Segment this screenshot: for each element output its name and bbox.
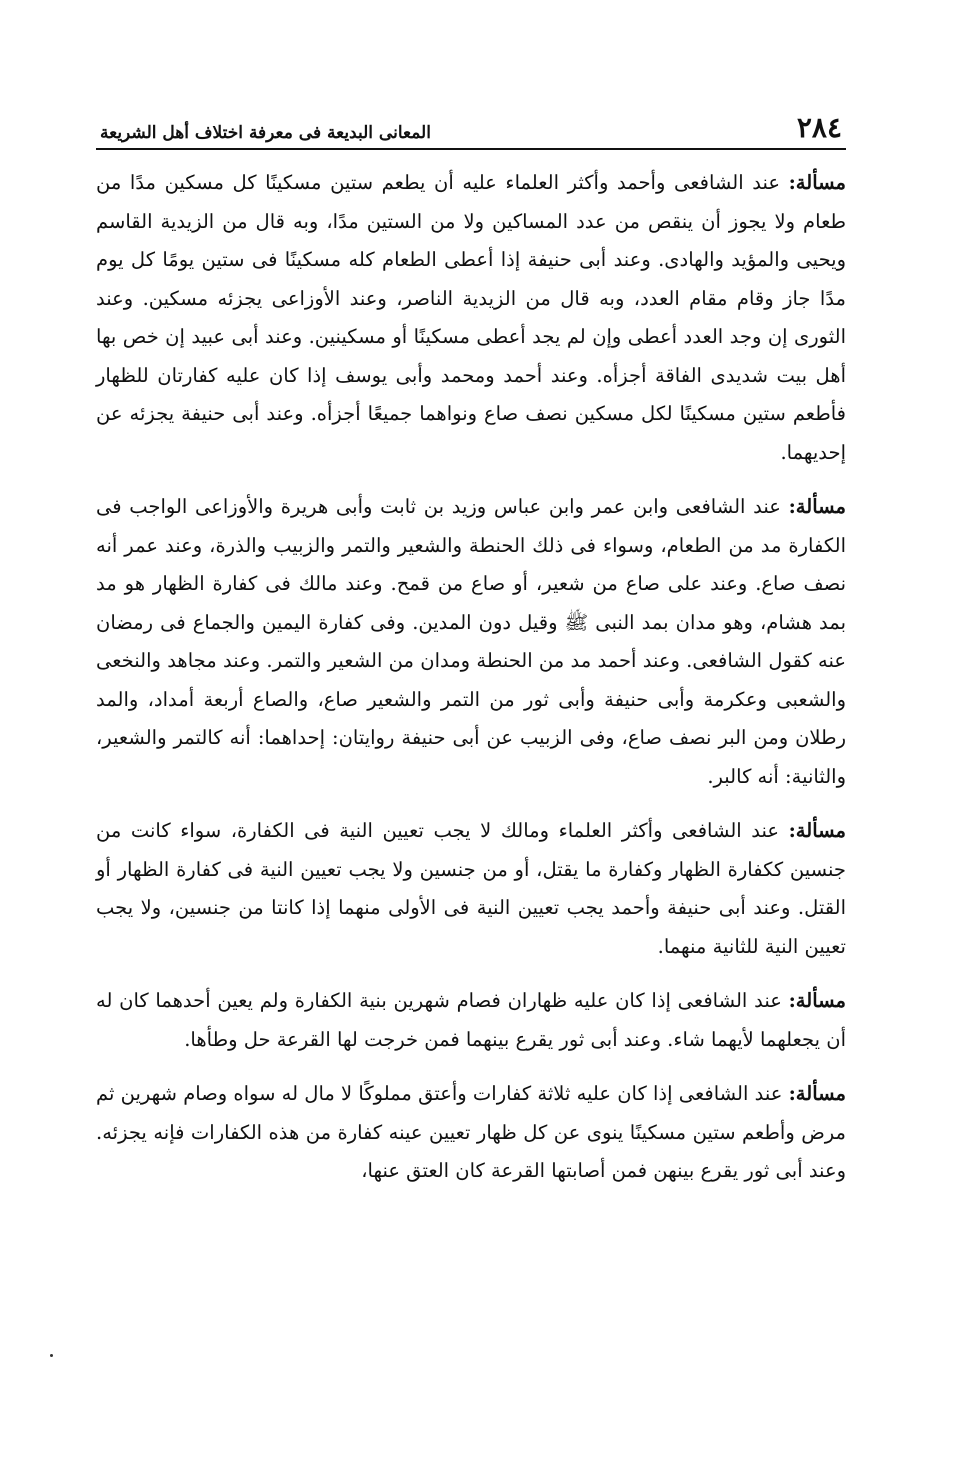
paragraph-text: عند الشافعى إذا كان عليه ظهاران فصام شهرين بنية الكفارة ولم يعين أحدهما كان له أن يجعلهما لأيهما شاء. وعند أبى ثور يقرع بينهما فمن خرجت لها القرعة حل وطأها. bbox=[96, 989, 846, 1051]
paragraph bbox=[96, 488, 846, 796]
issue-term: مسألة: bbox=[788, 819, 846, 842]
paragraph-text: عند الشافعى وأكثر العلماء ومالك لا يجب تعيين النية فى الكفارة، سواء كانت من جنسين ككفارة الظهار وكفارة ما يقتل، أو من جنسين ولا يجب تعيين النية فى كفارة الظهار أو القتل. وعند أبى حنيفة وأحمد يجب تعيين النية فى الأولى منهما إذا كانتا من جنسين، ولا يجب تعيين النية للثانية منهما. bbox=[96, 819, 846, 958]
paragraph bbox=[96, 982, 846, 1059]
scan-speck bbox=[50, 1354, 53, 1357]
paragraph-text: عند الشافعى وابن عمر وابن عباس وزيد بن ثابت وأبى هريرة والأوزاعى الواجب فى الكفارة مد من الطعام، وسواء فى ذلك الحنطة والشعير والتمر والزبيب والذرة، وعند عمر أنه نصف صاع. وعند على صاع من شعير، أو صاع من قمح. وعند مالك فى كفارة الظهار هو مد بمد هشام، وهو مدان بمد النبى ﷺ وقيل دون المدين. وفى كفارة اليمين والجماع فى رمضان عنه كقول الشافعى. وعند أحمد مد من الحنطة ومدان من الشعير والتمر. وعند مجاهد والنخعى والشعبى وعكرمة وأبى حنيفة وأبى ثور من التمر والشعير صاع، والصاع أربعة أمداد، والمد رطلان ومن البر نصف صاع، وفى الزبيب عن أبى حنيفة روايتان: إحداهما: أنه كالتمر والشعير، والثانية: أنه كالبر. bbox=[96, 495, 846, 788]
page-body bbox=[96, 164, 846, 1191]
issue-term: مسألة: bbox=[788, 989, 846, 1012]
paragraph-text: عند الشافعى وأحمد وأكثر العلماء عليه أن يطعم ستين مسكينًا كل مسكين مدًا من طعام ولا يجوز أن ينقص من عدد المساكين ولا من الستين مدًا، وبه قال من الزيدية القاسم ويحيى والمؤيد والهادى. وعند أبى حنيفة إذا أعطى الطعام كله مسكينًا فى ستين يومًا كل يوم مدًا جاز وقام مقام العدد، وبه قال من الزيدية الناصر، وعند الأوزاعى يجزئه مسكين. وعند الثورى إن وجد العدد أعطى وإن لم يجد أعطى مسكينًا أو مسكينين. وعند أبى عبيد إن خص بها أهل بيت شديدى الفاقة أجزأه. وعند أحمد ومحمد وأبى يوسف إذا كان عليه كفارتان للظهار فأطعم ستين مسكينًا لكل مسكين نصف صاع ونواهما جميعًا أجزأه. وعند أبى حنيفة يجزئه عن إحديهما. bbox=[96, 171, 846, 464]
running-title: المعانى البديعة فى معرفة اختلاف أهل الشريعة bbox=[100, 123, 431, 143]
book-page bbox=[96, 110, 846, 1207]
paragraph-text: عند الشافعى إذا كان عليه ثلاثة كفارات وأعتق مملوكًا لا مال له سواه وصام شهرين ثم مرض وأطعم ستين مسكينًا ينوى عن كل ظهار تعيين عينه كفارة من هذه الكفارات فإنه يجزئه. وعند أبى ثور يقرع بينهن فمن أصابتها القرعة كان العتق عنها، bbox=[96, 1082, 846, 1182]
issue-term: مسألة: bbox=[788, 171, 846, 194]
issue-term: مسألة: bbox=[788, 495, 846, 518]
issue-term: مسألة: bbox=[788, 1082, 846, 1105]
paragraph bbox=[96, 1075, 846, 1191]
page-header bbox=[96, 110, 846, 150]
page-number: ٢٨٤ bbox=[796, 111, 842, 144]
paragraph bbox=[96, 812, 846, 966]
paragraph bbox=[96, 164, 846, 472]
